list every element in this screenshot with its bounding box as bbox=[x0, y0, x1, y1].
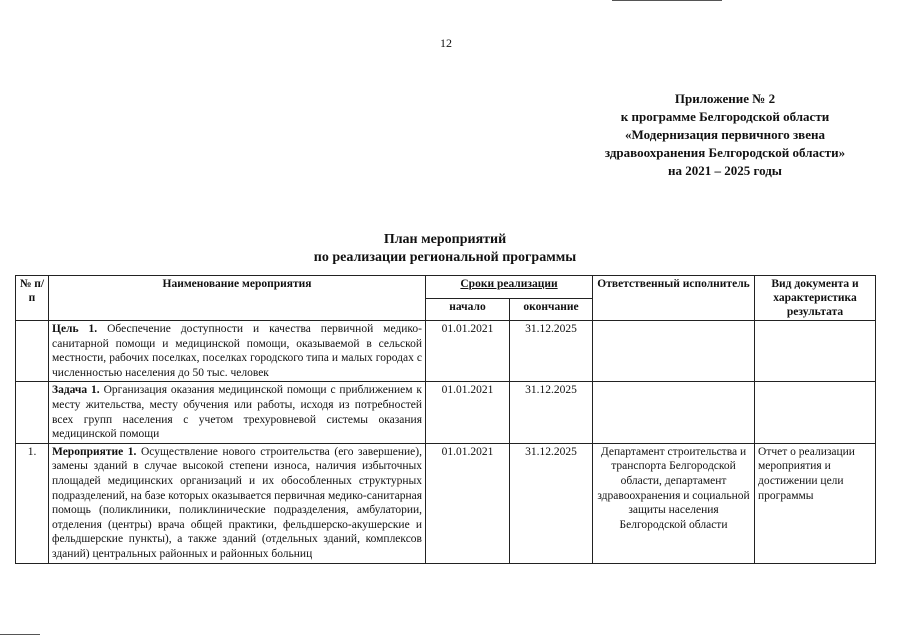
appendix-line-3: «Модернизация первичного звена bbox=[625, 127, 825, 142]
appendix-header bbox=[560, 90, 890, 180]
row-number bbox=[16, 321, 49, 382]
row-end-date: 31.12.2025 bbox=[510, 321, 593, 382]
row-end-date: 31.12.2025 bbox=[510, 382, 593, 443]
appendix-line-5: на 2021 – 2025 годы bbox=[668, 163, 782, 178]
scan-artifact-bottom-left bbox=[0, 634, 40, 635]
plan-title-line-2: по реализации региональной программы bbox=[313, 250, 577, 265]
row-description bbox=[49, 382, 426, 443]
row-text: Обеспечение доступности и качества первичной медико-санитарной помощи и медицинской помощи, оказываемой в сельской местности, рабочих поселках, поселках городского типа и малых городах с численностью населения до 50 тыс. человек bbox=[52, 323, 422, 379]
row-lead: Задача 1. bbox=[52, 384, 100, 397]
header-num: № п/п bbox=[16, 276, 49, 321]
row-result: Отчет о реализации мероприятия и достижении цели программы bbox=[755, 443, 876, 563]
page-number: 12 bbox=[440, 36, 452, 50]
row-text: Осуществление нового строительства (его завершение), замены зданий в случае высокой степени износа, наличия избыточных площадей медицинских организаций и их обособленных структурных подразделений, на базе которых оказывается первичная медико-санитарная помощь (поликлиники, поликлинические подразделения, амбулатории, отделения (центры) врача общей практики, фельдшерско-акушерские и фельдшерские пункты), а также зданий (отдельных зданий, комплексов зданий) центральных районных и районных больниц bbox=[52, 445, 422, 560]
row-result bbox=[755, 321, 876, 382]
row-executor bbox=[593, 382, 755, 443]
row-start-date: 01.01.2021 bbox=[426, 382, 510, 443]
row-executor bbox=[593, 321, 755, 382]
row-description bbox=[49, 321, 426, 382]
table-row bbox=[16, 382, 876, 443]
row-lead: Мероприятие 1. bbox=[52, 445, 137, 458]
plan-title-line-1: План мероприятий bbox=[383, 232, 507, 247]
row-text: Организация оказания медицинской помощи с приближением к месту жительства, месту обучения или работы, исходя из потребностей всех групп населения с учетом трехуровневой системы оказания медицинской помощи bbox=[52, 384, 423, 441]
header-executor: Ответственный исполнитель bbox=[593, 276, 755, 321]
header-result: Вид документа и характеристика результата bbox=[755, 276, 876, 321]
row-number bbox=[16, 382, 49, 443]
row-executor: Департамент строительства и транспорта Белгородской области, департамент здравоохранения и социальной защиты населения Белгородской области bbox=[593, 443, 755, 563]
appendix-line-1: Приложение № 2 bbox=[674, 91, 776, 106]
appendix-line-4: здравоохранения Белгородской области» bbox=[604, 145, 846, 160]
header-period: Сроки реализации bbox=[426, 276, 593, 299]
table-row bbox=[16, 321, 876, 382]
row-description bbox=[49, 443, 426, 563]
table-row bbox=[16, 443, 876, 563]
plan-title bbox=[250, 231, 640, 267]
plan-table bbox=[15, 275, 876, 564]
header-end: окончание bbox=[510, 298, 593, 321]
row-end-date: 31.12.2025 bbox=[510, 443, 593, 563]
appendix-line-2: к программе Белгородской области bbox=[620, 109, 830, 124]
header-name: Наименование мероприятия bbox=[49, 276, 426, 321]
header-start: начало bbox=[426, 298, 510, 321]
scan-artifact-top bbox=[612, 0, 722, 1]
row-start-date: 01.01.2021 bbox=[426, 321, 510, 382]
table-header-row bbox=[16, 276, 876, 299]
row-lead: Цель 1. bbox=[52, 323, 98, 335]
row-result bbox=[755, 382, 876, 443]
row-start-date: 01.01.2021 bbox=[426, 443, 510, 563]
row-number: 1. bbox=[16, 443, 49, 563]
